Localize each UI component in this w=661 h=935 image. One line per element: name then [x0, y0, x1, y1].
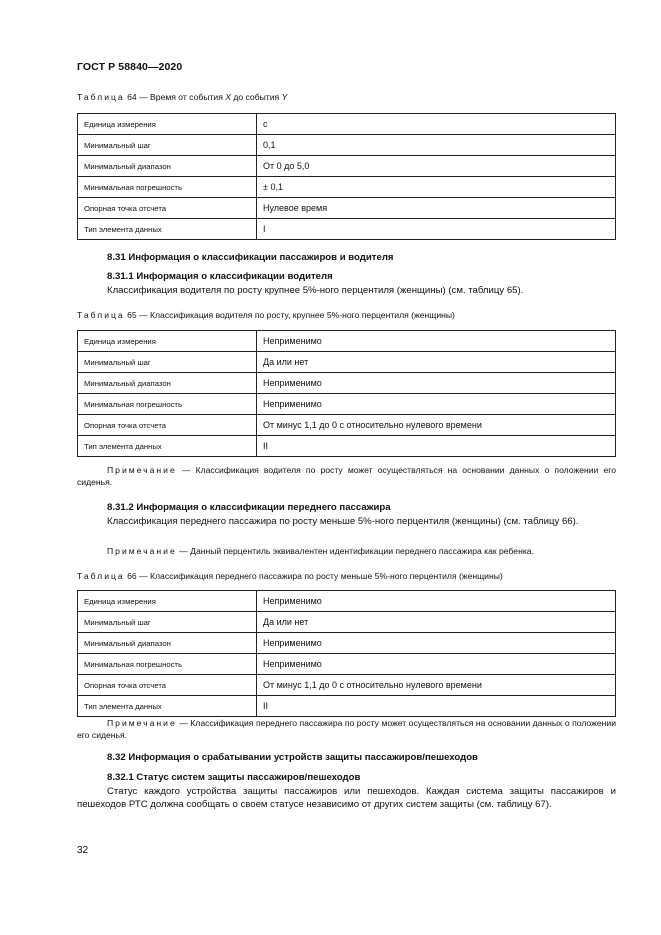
table-row [78, 415, 616, 436]
row-value: с [257, 114, 616, 135]
row-key: Минимальный диапазон [78, 373, 257, 394]
row-key: Минимальная погрешность [78, 177, 257, 198]
row-value: Неприменимо [257, 591, 616, 612]
table-66 [77, 590, 616, 717]
table-65-note: Примечание — Классификация водителя по росту может осуществляться на основании данных о положении его сиденья. [77, 465, 616, 487]
table-65-caption: Таблица 65 — Классификация водителя по росту, крупнее 5%-ного перцентиля (женщины) [77, 310, 455, 320]
note-word: Примечание [107, 546, 177, 556]
table-row [78, 177, 616, 198]
table-row [78, 633, 616, 654]
row-key: Опорная точка отсчета [78, 675, 257, 696]
row-key: Минимальный шаг [78, 135, 257, 156]
section-8-32-1-heading: 8.32.1 Статус систем защиты пассажиров/пешеходов [107, 772, 361, 783]
row-key: Тип элемента данных [78, 436, 257, 457]
table-word: Таблица [77, 571, 125, 581]
row-value: I [257, 219, 616, 240]
row-value: От минус 1,1 до 0 с относительно нулевого времени [257, 415, 616, 436]
table-row [78, 198, 616, 219]
table-word: Таблица [77, 92, 125, 102]
section-8-31-2-note: Примечание — Данный перцентиль эквивалентен идентификации переднего пассажира как ребенка. [107, 546, 534, 556]
row-value: 0,1 [257, 135, 616, 156]
row-key: Тип элемента данных [78, 696, 257, 717]
row-value: Неприменимо [257, 654, 616, 675]
table-row [78, 331, 616, 352]
row-value: От 0 до 5,0 [257, 156, 616, 177]
row-value: Нулевое время [257, 198, 616, 219]
page-number: 32 [77, 845, 89, 856]
table-65 [77, 330, 616, 457]
section-8-31-1-heading: 8.31.1 Информация о классификации водителя [107, 271, 333, 282]
row-key: Единица измерения [78, 331, 257, 352]
row-key: Тип элемента данных [78, 219, 257, 240]
row-value: II [257, 696, 616, 717]
row-key: Минимальный шаг [78, 352, 257, 373]
table-number: 64 [127, 92, 137, 102]
section-8-32-1-text: Статус каждого устройства защиты пассажиров или пешеходов. Каждая система защиты пассажиров и пешеходов РТС должна сообщать о своем статусе независимо от других систем защиты (см. таблицу 67). [77, 786, 616, 810]
row-value: От минус 1,1 до 0 с относительно нулевого времени [257, 675, 616, 696]
row-key: Единица измерения [78, 591, 257, 612]
table-number: 66 [127, 571, 137, 581]
row-key: Минимальный шаг [78, 612, 257, 633]
row-value: ± 0,1 [257, 177, 616, 198]
row-key: Минимальная погрешность [78, 654, 257, 675]
table-row [78, 654, 616, 675]
row-value: Да или нет [257, 352, 616, 373]
table-66-note: Примечание — Классификация переднего пассажира по росту может осуществляться на основании данных о положении его сиденья. [77, 718, 616, 740]
document-header-id: ГОСТ Р 58840—2020 [77, 61, 183, 73]
row-value: Неприменимо [257, 373, 616, 394]
table-row [78, 373, 616, 394]
note-word: Примечание [107, 465, 177, 475]
section-8-31-2-heading: 8.31.2 Информация о классификации переднего пассажира [107, 502, 391, 513]
row-value: II [257, 436, 616, 457]
row-key: Минимальный диапазон [78, 633, 257, 654]
table-row [78, 394, 616, 415]
row-key: Опорная точка отсчета [78, 198, 257, 219]
table-row [78, 135, 616, 156]
table-number: 65 [127, 310, 137, 320]
section-8-31-2-text: Классификация переднего пассажира по росту меньше 5%-ного перцентиля (женщины) (см. таблицу 66). [107, 516, 579, 527]
section-8-31-heading: 8.31 Информация о классификации пассажиров и водителя [107, 252, 394, 263]
table-row [78, 114, 616, 135]
table-row [78, 219, 616, 240]
row-key: Единица измерения [78, 114, 257, 135]
section-8-32-heading: 8.32 Информация о срабатывании устройств защиты пассажиров/пешеходов [107, 752, 478, 763]
row-key: Минимальная погрешность [78, 394, 257, 415]
row-value: Да или нет [257, 612, 616, 633]
table-row [78, 156, 616, 177]
table-row [78, 696, 616, 717]
table-row [78, 436, 616, 457]
table-word: Таблица [77, 310, 125, 320]
row-value: Неприменимо [257, 394, 616, 415]
table-64 [77, 113, 616, 240]
table-row [78, 675, 616, 696]
row-value: Неприменимо [257, 633, 616, 654]
table-row [78, 612, 616, 633]
row-value: Неприменимо [257, 331, 616, 352]
section-8-31-1-text: Классификация водителя по росту крупнее 5%-ного перцентиля (женщины) (см. таблицу 65). [107, 285, 524, 296]
table-66-caption: Таблица 66 — Классификация переднего пассажира по росту меньше 5%-ного перцентиля (женщины) [77, 571, 503, 581]
note-word: Примечание [107, 718, 177, 728]
table-row [78, 591, 616, 612]
row-key: Опорная точка отсчета [78, 415, 257, 436]
table-row [78, 352, 616, 373]
table-64-caption: Таблица 64 — Время от события X до события Y [77, 92, 288, 102]
row-key: Минимальный диапазон [78, 156, 257, 177]
